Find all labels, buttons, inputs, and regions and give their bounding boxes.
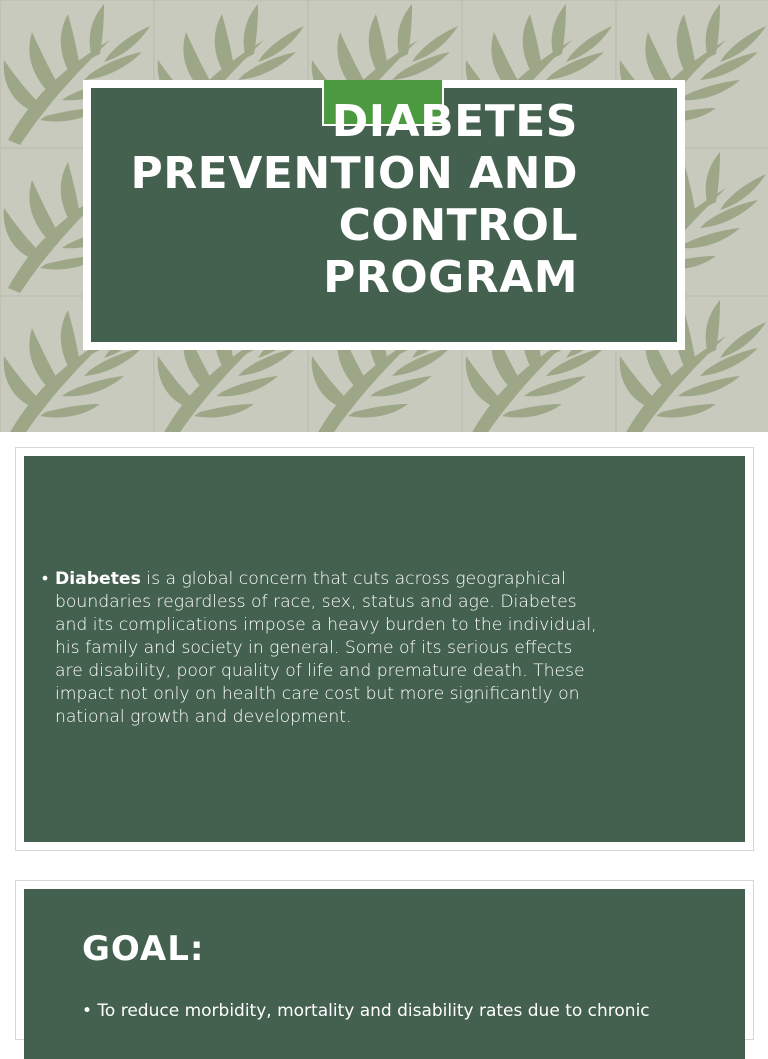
goal-heading: GOAL: (82, 929, 205, 969)
bold-term: Diabetes (55, 569, 141, 589)
slide-title (100, 96, 578, 304)
title-line-1: DIABETES (331, 96, 578, 147)
title-slide (0, 0, 768, 432)
bullet-marker: • (42, 569, 49, 589)
paragraph-text: is a global concern that cuts across geographical boundaries regardless of race, sex, status and age. Diabetes and its complications impose a heavy burden to the individual, his family and society in general. Some of its serious effects are disability, poor quality of life and premature death. These impact not only on health care cost but more significantly on national growth and development. (55, 569, 597, 727)
slide-panel (24, 889, 745, 1059)
title-line-2: PREVENTION AND (130, 148, 578, 199)
overview-paragraph (42, 568, 600, 729)
diabetes-overview-slide (15, 447, 754, 851)
goal-list-item: • To reduce morbidity, mortality and disability rates due to chronic (82, 1001, 650, 1021)
slide-panel (24, 456, 745, 842)
title-line-4: PROGRAM (323, 252, 578, 303)
goal-slide (15, 880, 754, 1040)
title-line-3: CONTROL (338, 200, 578, 251)
